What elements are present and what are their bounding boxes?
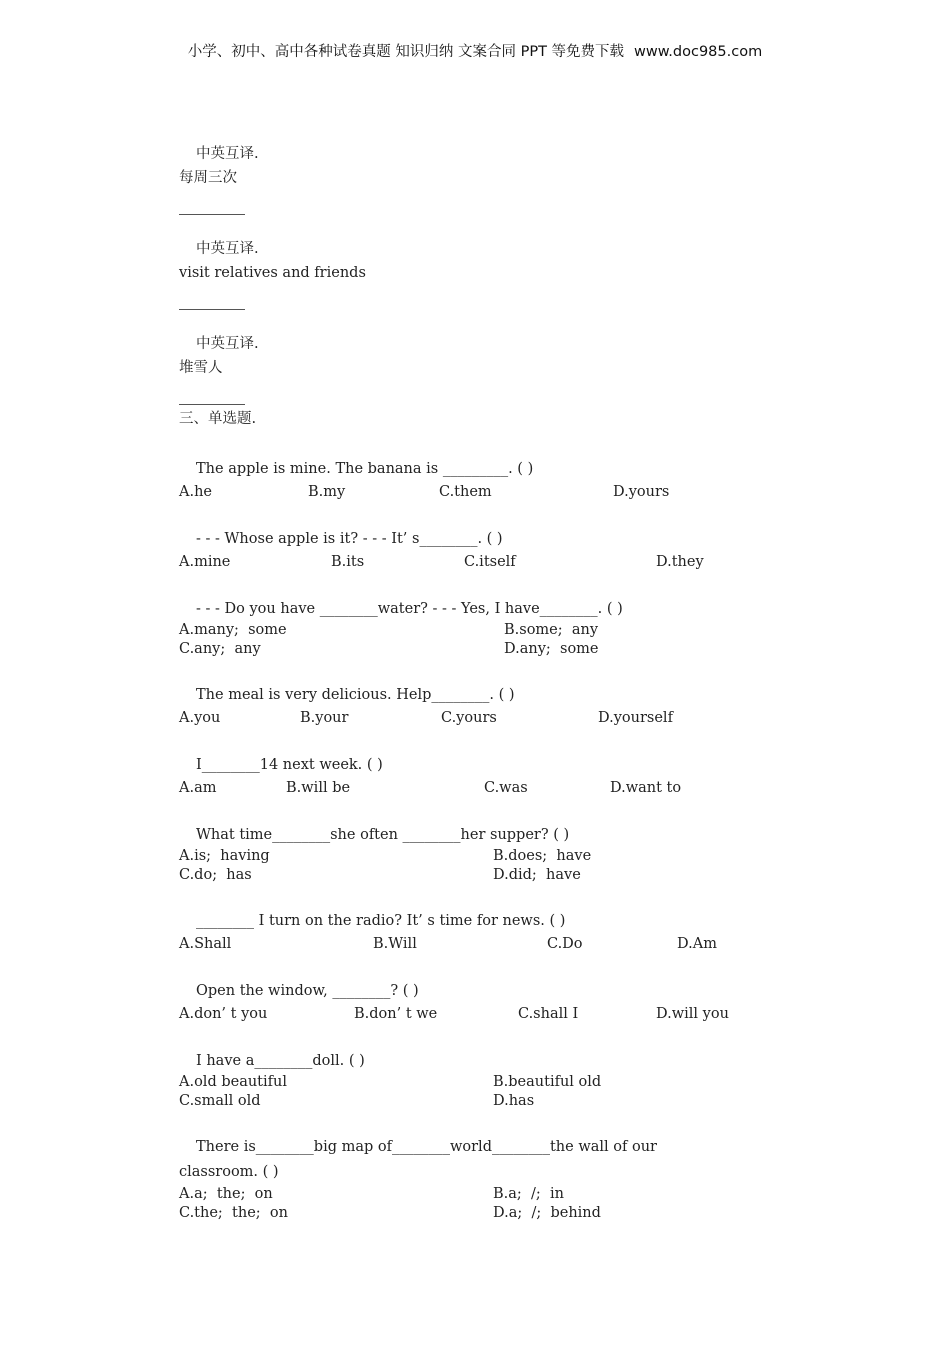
question-item (179, 909, 799, 955)
question-item (179, 1049, 799, 1111)
section-title: 三、单选题. (179, 411, 257, 427)
answer-blank[interactable] (179, 285, 245, 310)
option-d[interactable]: D.want to (610, 780, 682, 796)
option-a[interactable]: A.Shall (179, 936, 232, 952)
question-stem: ________ I turn on the radio? It’ s time for news. ( ) (196, 913, 566, 929)
page-header (0, 40, 950, 61)
option-c[interactable]: C.shall I (518, 1006, 579, 1022)
question-stem: Open the window, ________? ( ) (196, 983, 419, 999)
option-c[interactable]: C.any; any (179, 641, 261, 657)
option-a[interactable]: A.a; the; on (179, 1186, 273, 1202)
question-stem: - - - Whose apple is it? - - - It’ s________. ( ) (196, 531, 503, 547)
question-stem: I________14 next week. ( ) (196, 757, 383, 773)
option-d[interactable]: D.Am (677, 936, 717, 952)
option-a[interactable]: A.mine (179, 554, 231, 570)
options-row (179, 640, 799, 659)
answer-blank[interactable] (179, 380, 245, 405)
option-a[interactable]: A.is; having (179, 848, 270, 864)
option-d[interactable]: D.they (656, 554, 704, 570)
question-item (179, 527, 799, 573)
option-b[interactable]: B.my (308, 484, 346, 500)
options-row (179, 1185, 799, 1204)
option-d[interactable]: D.did; have (493, 867, 581, 883)
option-c[interactable]: C.do; has (179, 867, 252, 883)
option-a[interactable]: A.don’ t you (179, 1006, 268, 1022)
question-stem: - - - Do you have ________water? - - - Yes, I have________. ( ) (196, 601, 623, 617)
question-item (179, 597, 799, 659)
translation-text: 堆雪人 (179, 360, 223, 376)
options-row (179, 551, 799, 573)
question-item (179, 1135, 799, 1223)
question-stem: I have a________doll. ( ) (196, 1053, 365, 1069)
option-b[interactable]: B.a; /; in (493, 1186, 564, 1202)
answer-blank[interactable] (179, 190, 245, 215)
question-item (179, 753, 799, 799)
translation-title: 中英互译. (196, 336, 259, 352)
option-a[interactable]: A.you (179, 710, 221, 726)
option-d[interactable]: D.a; /; behind (493, 1205, 601, 1221)
option-b[interactable]: B.your (300, 710, 349, 726)
options-row (179, 1003, 799, 1025)
question-item (179, 823, 799, 885)
option-b[interactable]: B.some; any (504, 622, 599, 638)
option-c[interactable]: C.yours (441, 710, 497, 726)
option-d[interactable]: D.any; some (504, 641, 599, 657)
translation-text: 每周三次 (179, 170, 237, 186)
option-b[interactable]: B.beautiful old (493, 1074, 602, 1090)
question-stem: There is________big map of________world________the wall of our classroom. ( ) (179, 1139, 657, 1180)
translation-item (179, 237, 799, 310)
option-c[interactable]: C.Do (547, 936, 583, 952)
translation-text: visit relatives and friends (179, 265, 366, 281)
question-item (179, 979, 799, 1025)
question-stem: The meal is very delicious. Help________. ( ) (196, 687, 515, 703)
translation-item (179, 332, 799, 405)
option-b[interactable]: B.Will (373, 936, 417, 952)
question-stem: The apple is mine. The banana is _________. ( ) (196, 461, 534, 477)
options-row (179, 481, 799, 503)
option-d[interactable]: D.yourself (598, 710, 673, 726)
header-text: 小学、初中、高中各种试卷真题 知识归纳 文案合同 PPT 等免费下载 (187, 44, 625, 60)
option-c[interactable]: C.was (484, 780, 528, 796)
options-row (179, 1092, 799, 1111)
option-c[interactable]: C.them (439, 484, 492, 500)
option-d[interactable]: D.will you (656, 1006, 729, 1022)
question-stem: What time________she often ________her supper? ( ) (196, 827, 570, 843)
option-d[interactable]: D.yours (613, 484, 670, 500)
question-item (179, 457, 799, 503)
translation-title: 中英互译. (196, 146, 259, 162)
options-row (179, 847, 799, 866)
options-row (179, 777, 799, 799)
option-c[interactable]: C.small old (179, 1093, 261, 1109)
options-row (179, 933, 799, 955)
header-url[interactable]: www.doc985.com (634, 44, 763, 60)
option-b[interactable]: B.does; have (493, 848, 592, 864)
options-row (179, 866, 799, 885)
option-c[interactable]: C.itself (464, 554, 516, 570)
option-a[interactable]: A.he (179, 484, 213, 500)
translation-item (179, 142, 799, 215)
translation-title: 中英互译. (196, 241, 259, 257)
worksheet-content (179, 142, 799, 1223)
option-b[interactable]: B.its (331, 554, 365, 570)
option-d[interactable]: D.has (493, 1093, 535, 1109)
options-row (179, 621, 799, 640)
options-row (179, 707, 799, 729)
options-row (179, 1204, 799, 1223)
option-a[interactable]: A.old beautiful (179, 1074, 287, 1090)
option-b[interactable]: B.will be (286, 780, 351, 796)
option-a[interactable]: A.many; some (179, 622, 287, 638)
options-row (179, 1073, 799, 1092)
option-c[interactable]: C.the; the; on (179, 1205, 288, 1221)
question-item (179, 683, 799, 729)
option-b[interactable]: B.don’ t we (354, 1006, 438, 1022)
option-a[interactable]: A.am (179, 780, 217, 796)
